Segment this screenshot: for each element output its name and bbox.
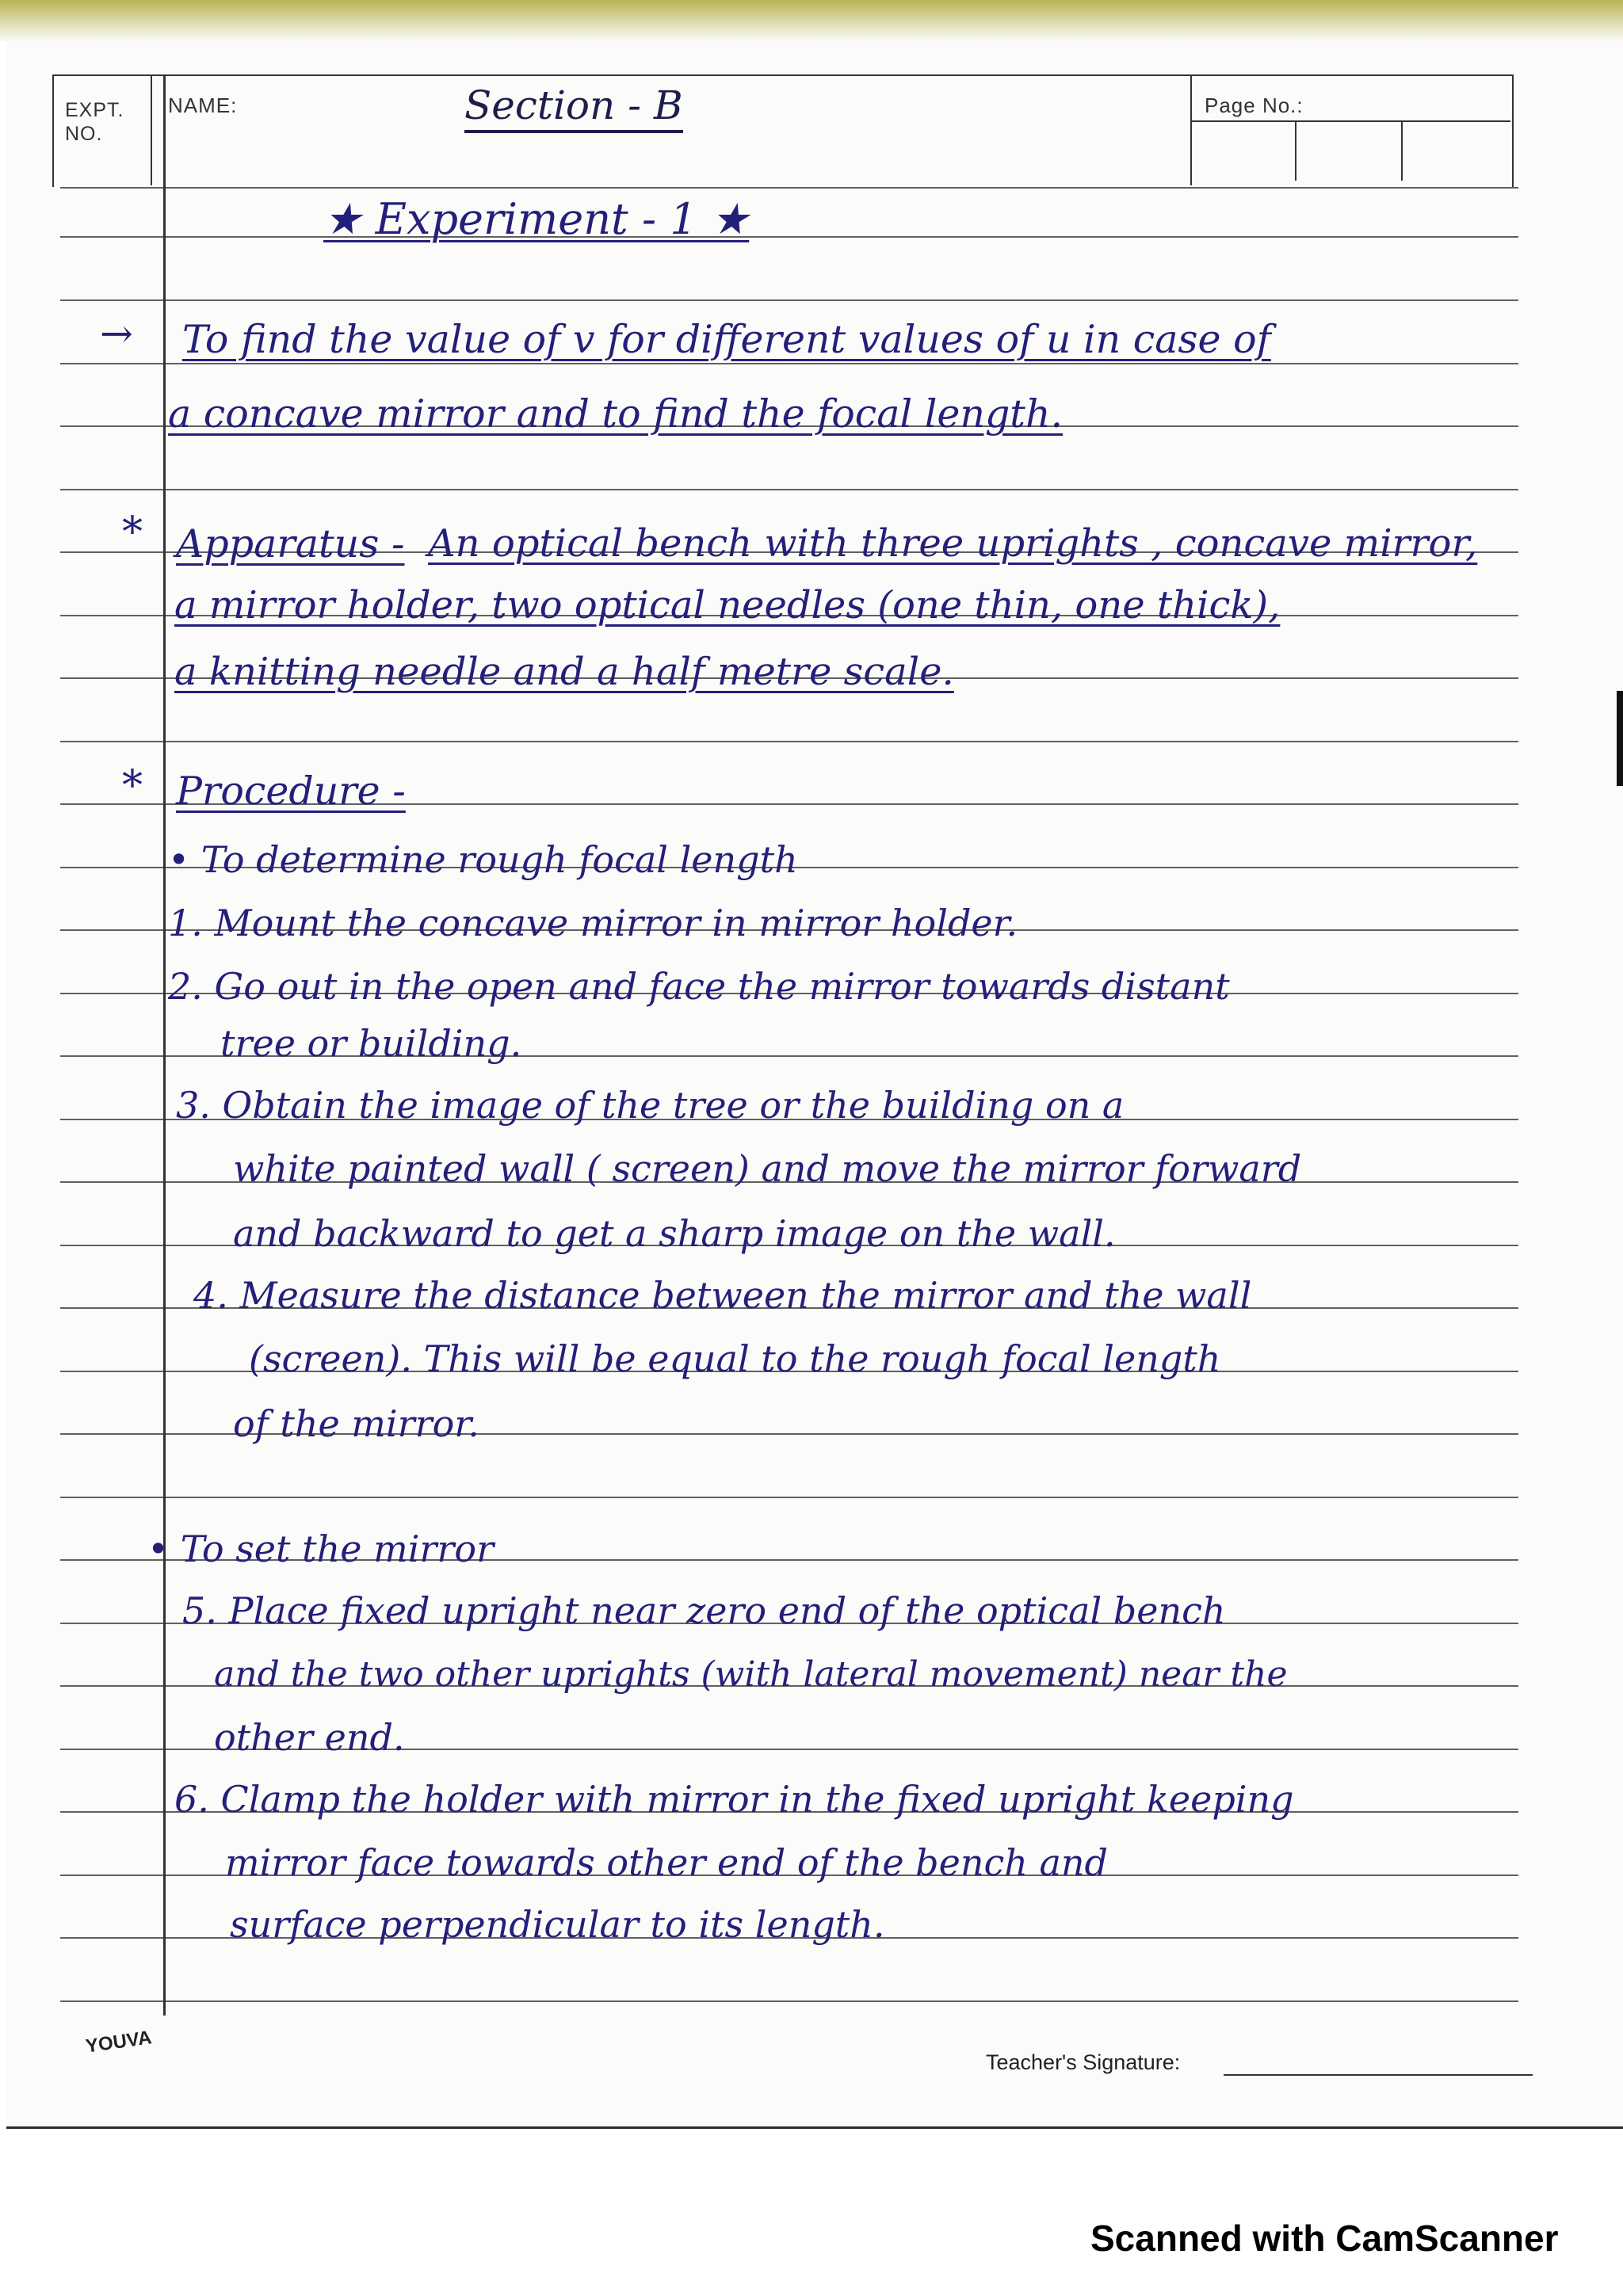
ruled-line [60,489,1518,490]
ruled-line [60,363,1518,364]
procedure-step: and the two other uprights (with lateral movement) near the [214,1654,1288,1695]
apparatus-line: An optical bench with three uprights , concave mirror, [428,521,1478,566]
ruled-line [60,2000,1518,2002]
procedure-step: 1. Mount the concave mirror in mirror holder. [168,902,1018,944]
procedure-step: 5. Place fixed upright near zero end of the optical bench [182,1589,1226,1632]
procedure-step: and backward to get a sharp image on the wall. [233,1212,1116,1255]
ruled-line [60,299,1518,301]
procedure-step: surface perpendicular to its length. [230,1903,885,1946]
brand-logo: YOUVA [84,2027,153,2058]
expt-no-label: EXPT. NO. [65,99,124,145]
procedure-step: (screen). This will be equal to the rough focal length [249,1337,1221,1380]
camscanner-watermark: Scanned with CamScanner [1090,2218,1559,2259]
procedure-step: 4. Measure the distance between the mirror and the wall [193,1274,1252,1317]
page-no-boxes [1190,120,1510,182]
page-no-label: Page No.: [1205,93,1304,117]
procedure-step: 2. Go out in the open and face the mirror towards distant [168,965,1230,1008]
subheading: • To determine rough focal length [168,838,798,881]
procedure-step: tree or building. [220,1022,522,1065]
scan-edge-shadow [1617,691,1623,786]
procedure-heading: Procedure - [176,769,406,814]
procedure-step: 6. Clamp the holder with mirror in the fixed upright keeping [174,1778,1294,1821]
procedure-step: of the mirror. [233,1402,479,1445]
scan-edge-strip [0,0,1623,41]
notebook-page [6,41,1623,2129]
teacher-signature-label: Teacher's Signature: [986,2050,1181,2074]
apparatus-marker: * [122,509,143,556]
margin-line [163,74,166,2016]
name-label: NAME: [168,93,238,117]
ruled-line [60,1497,1518,1498]
aim-line: a concave mirror and to find the focal length. [168,391,1064,437]
apparatus-heading: Apparatus - [176,521,405,566]
procedure-step: mirror face towards other end of the bench and [225,1841,1108,1884]
procedure-marker: * [122,762,143,810]
procedure-step: white painted wall ( screen) and move the mirror forward [233,1147,1302,1190]
subheading: • To set the mirror [147,1527,495,1570]
ruled-line [60,236,1518,238]
procedure-step: 3. Obtain the image of the tree or the building on a [176,1084,1125,1127]
apparatus-line: a knitting needle and a half metre scale. [174,650,954,694]
page-no-box-divider [1401,120,1403,181]
experiment-title: ★ Experiment - 1 ★ [323,194,750,244]
apparatus-line: a mirror holder, two optical needles (one thin, one thick), [174,583,1281,627]
page-no-box-divider [1295,120,1296,181]
aim-line: To find the value of v for different values of u in case of [182,317,1271,362]
signature-line [1224,2074,1533,2076]
ruled-line [60,187,1518,189]
ruled-line [60,741,1518,742]
procedure-step: other end. [214,1716,405,1759]
section-title: Section - B [464,82,683,133]
aim-arrow: → [100,311,133,357]
